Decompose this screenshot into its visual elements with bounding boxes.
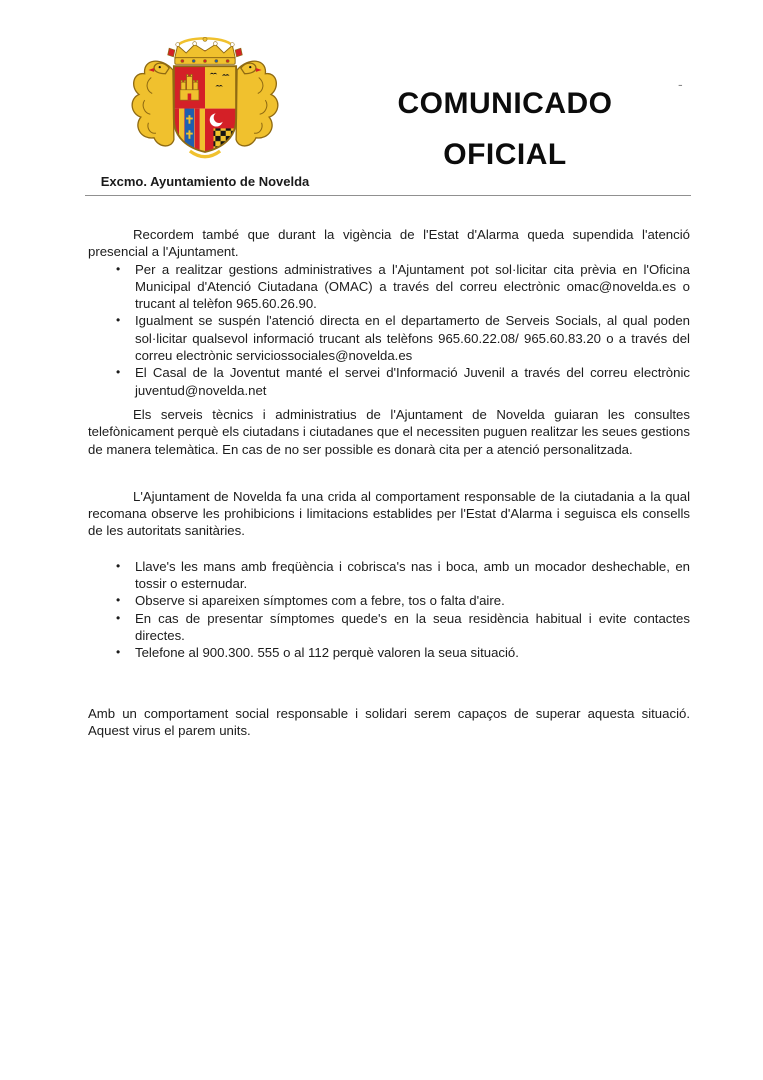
title-line-1: COMUNICADO — [397, 87, 613, 120]
list-item-text: El Casal de la Joventut manté el servei d'Informació Juvenil a través del correu electrònic juventud@novelda.net — [135, 365, 690, 398]
list-item — [88, 558, 690, 593]
novelda-coat-of-arms-icon — [120, 36, 290, 168]
list-item — [88, 261, 690, 313]
corner-dash-mark: - — [678, 76, 683, 92]
list-item-text: Llave's les mans amb freqüència i cobrisca's nas i boca, amb un mocador deshechable, en tossir o esternudar. — [135, 558, 690, 592]
header-divider — [85, 195, 691, 196]
list-item — [88, 592, 690, 609]
health-advice-bullet-list — [88, 558, 690, 662]
logo-block — [100, 36, 310, 189]
list-item — [88, 610, 690, 645]
list-item — [88, 312, 690, 364]
list-item-text: Telefone al 900.300. 555 o al 112 perquè valoren la seua situació. — [135, 645, 519, 661]
list-item-text: Observe si apareixen símptomes com a febre, tos o falta d'aire. — [135, 593, 505, 609]
paragraph-closing: Amb un comportament social responsable i solidari serem capaços de superar aquesta situació. Aquest virus el parem units. — [88, 705, 690, 738]
paragraph-telephone-guidance: Els serveis tècnics i administratius de l'Ajuntament de Novelda guiaran les consultes telefònicament perquè els ciutadans i ciutadanes que el necessiten puguen realitzar les seues gestions de manera telemàtica. En cas de no ser possible es donarà cita per a atenció personalitzada. — [88, 406, 690, 457]
list-item-text: En cas de presentar símptomes quede's en la seua residència habitual i evite contactes directes. — [135, 610, 690, 643]
paragraph-responsibility-call: L'Ajuntament de Novelda fa una crida al comportament responsable de la ciutadania a la qual recomana observe les prohibicions i limitacions establides per l'Estat d'Alarma i seguisca els consells de les autoritats sanitàries. — [88, 488, 690, 539]
services-bullet-list — [88, 261, 690, 399]
list-item-text: Igualment se suspén l'atenció directa en el departamerto de Serveis Socials, al qual poden sol·licitar qualsevol informació trucant als telèfons 965.60.22.08/ 965.60.83.20 o a través del correu electrònic serviciossociales@novelda.es — [135, 313, 690, 364]
title-line-2: OFICIAL — [443, 138, 567, 171]
document-body — [88, 226, 690, 739]
list-item-text: Per a realitzar gestions administratives a l'Ajuntament pot sol·licitar cita prèvia en l'Oficina Municipal d'Atenció Ciutadana (OMAC) a través del correu electrònic omac@novelda.es o trucant al telèfon 965.60.26.90. — [135, 261, 690, 312]
document-title — [375, 78, 635, 180]
paragraph-suspension-notice: Recordem també que durant la vigència de l'Estat d'Alarma queda supendida l'atenció presencial a l'Ajuntament. — [88, 227, 690, 260]
list-item — [88, 644, 690, 661]
logo-caption: Excmo. Ayuntamiento de Novelda — [100, 174, 310, 189]
list-item — [88, 364, 690, 399]
